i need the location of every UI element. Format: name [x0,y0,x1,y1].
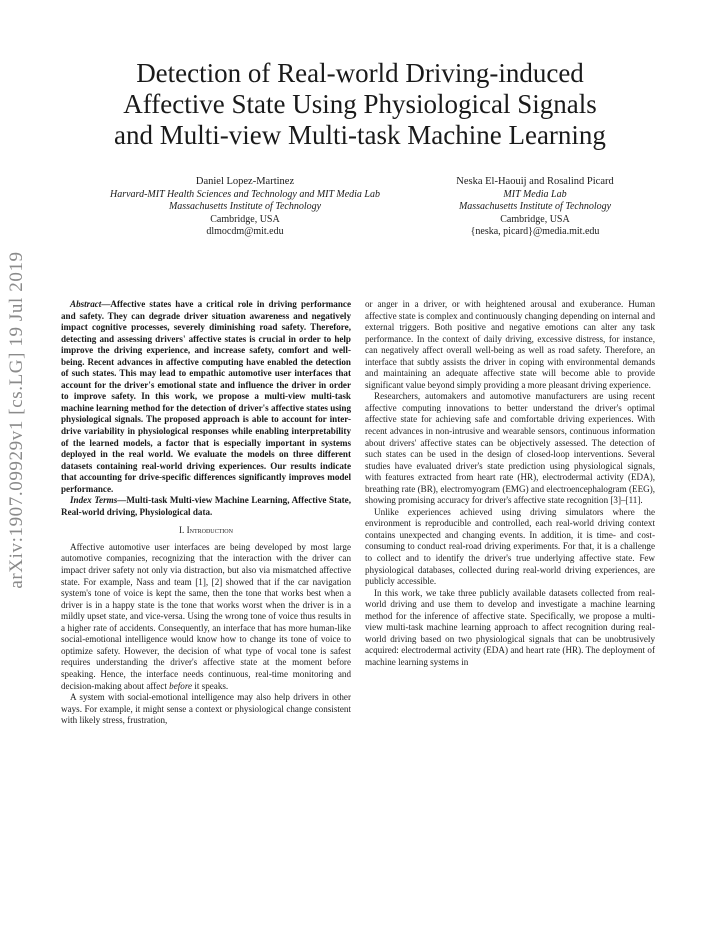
abstract [61,299,351,495]
author-block-2 [400,176,670,239]
author-block-1 [60,176,430,239]
paragraph: Unlike experiences achieved using driving simulators where the environment is reproducible and controlled, each real-world driving context contains unexpected and changing events. In addition, it is time- and cost-consuming to conduct real-road driving experiments. For that, it is a challenge to collect and to identify the driver's true underlying affective state. Few physiological databases, collected during real-world driving experiences, are publicly accessible. [365,506,655,587]
author-affiliation: MIT Media Lab [503,188,567,200]
index-terms [61,495,351,518]
title-line: and Multi-view Multi-task Machine Learning [114,120,606,150]
paper-title [60,58,660,151]
arxiv-stamp: arXiv:1907.09929v1 [cs.LG] 19 Jul 2019 [6,251,27,589]
author-email: dlmocdm@mit.edu [206,226,284,238]
author-email: {neska, picard}@media.mit.edu [470,226,600,238]
author-location: Cambridge, USA [210,213,280,225]
title-line: Affective State Using Physiological Signals [123,89,597,119]
abstract-label: Abstract [70,299,102,309]
author-affiliation: Harvard-MIT Health Sciences and Technology and MIT Media Lab [110,188,380,200]
paragraph: A system with social-emotional intelligence may also help drivers in other ways. For example, it might sense a context or physiological change consistent with likely stress, frustration, [61,692,351,726]
title-line: Detection of Real-world Driving-induced [136,58,584,88]
paragraph: Researchers, automakers and automotive manufacturers are using recent affective computing innovations to better understand the driver's optimal affective state for achieving safe and comfortable driving experiences. With recent advances in non-intrusive and wearable sensors, continuous information about drivers' affective states can be objectively assessed. The detection of such states can be used in the design of closed-loop interventions. Several studies have evaluated driver's state prediction using physiological signals, with features extracted from heart rate (HR), electrodermal activity (EDA), breathing rate (BR), electromyogram (EMG) and electroencephalogram (EEG), showing promising accuracy for driver's affective state recognition [3]–[11]. [365,391,655,506]
author-location: Cambridge, USA [500,213,570,225]
paragraph-tail: it speaks. [192,680,229,691]
author-institution: Massachusetts Institute of Technology [168,201,322,213]
paragraph [61,542,351,692]
index-terms-text: —Multi-task Multi-view Machine Learning, Affective State, Real-world driving, Physiological data. [61,495,351,517]
author-name: Neska El-Haouij and Rosalind Picard [456,176,614,187]
paragraph: or anger in a driver, or with heightened arousal and exuberance. Human affective state is complex and continuously changing depending on internal and external triggers. Both positive and negative emotions can alter any task performance. In the context of daily driving, excessive distress, for instance, can negatively affect overall well-being as well as road safety. Therefore, an interface that subtly assists the driver in coping with environmental demands and maintaining an adequate affective state will become able to provide significant value beyond simply providing a more pleasant driving experience. [365,299,655,390]
index-terms-label: Index Terms [70,495,118,506]
left-column [61,299,351,727]
abstract-text: —Affective states have a critical role in driving performance and safety. They can degrade driver situation awareness and negatively impact cognitive processes, severely diminishing road safety. Therefore, detecting and assessing drivers' affective states is crucial in order to help improve the driving experience, and increase safety, comfort and well-being. Recent advances in affective computing have enabled the detection of such states. This may lead to empathic automotive user interfaces that account for the driver's emotional state and influence the driver in order to improve safety. In this work, we propose a multi-view multi-task machine learning method for the detection of driver's affective states using physiological signals. The proposed approach is able to account for inter-drive variability in physiological responses while enabling interpretability of the learned models, a factor that is especially important in systems deployed in the real world. We evaluate the models on three different datasets containing real-world driving experiences. Our results indicate that accounting for drive-specific differences significantly improves model performance. [61,299,351,494]
right-column [365,299,655,669]
section-heading: I. Introduction [179,525,233,536]
author-institution: Massachusetts Institute of Technology [458,201,612,213]
emphasis: before [169,680,193,691]
paragraph-text: Affective automotive user interfaces are being developed by most large automotive companies, recognizing that the interaction with the driver can impact driver safety not only via distraction, but also via mismatched affective state. For example, Nass and team [1], [2] showed that if the car navigation system's tone of voice is kept the same, then the tone that works best when a driver is in a happy state is the tone that works worst when the driver is in a mildly upset state, and vice-versa. Using the wrong tone of voice thus results in a higher rate of accidents. Consequently, an interface that has more human-like social-emotional intelligence would know how to change its tone of voice to optimize safety. However, the decision of what type of vocal tone is safest requires understanding the driver's affective state at the moment before speaking. Hence, the interface needs continuous, real-time monitoring and decision-making about affect [61,541,351,691]
author-name: Daniel Lopez-Martinez [195,176,295,187]
paragraph: In this work, we take three publicly available datasets collected from real-world driving and use them to develop and investigate a machine learning method for the inference of affective state. Specifically, we propose a multi-view multi-task machine learning approach to affect recognition during real-world driving based on two physiological signals that can be unobtrusively acquired: electrodermal activity (EDA) and heart rate (HR). The deployment of machine learning systems in [365,587,655,667]
